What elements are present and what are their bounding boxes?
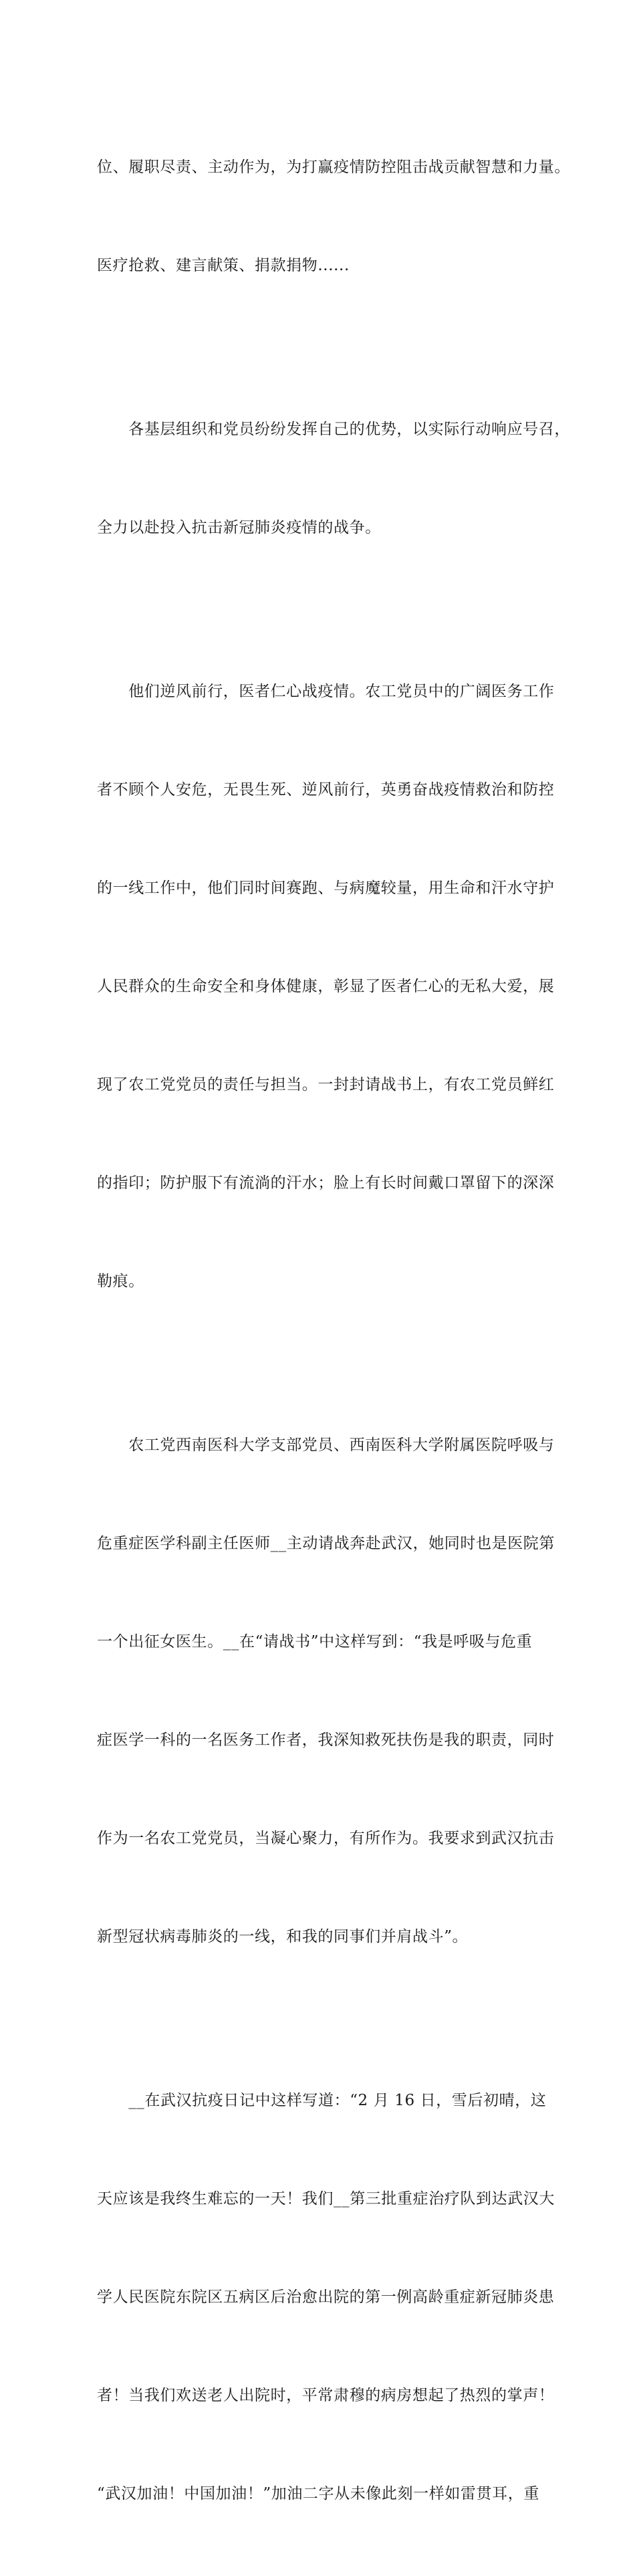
paragraph-volunteer-doctor [97, 1364, 565, 2019]
text-line: 者不顾个人安危，无畏生死、逆风前行，英勇奋战疫情救治和防控 [97, 781, 555, 798]
text-line: 农工党西南医科大学支部党员、西南医科大学附属医院呼吸与 [97, 1436, 555, 1454]
paragraph-medical-workers [97, 610, 565, 1364]
text-line: 症医学一科的一名医务工作者，我深知救死扶伤是我的职责，同时 [97, 1731, 555, 1749]
text-line: 的指印；防护服下有流淌的汗水；脸上有长时间戴口罩留下的深深 [97, 1174, 555, 1192]
text-line: 现了农工党党员的责任与担当。一封封请战书上，有农工党员鲜红 [97, 1076, 555, 1093]
text-line: 天应该是我终生难忘的一天！我们__第三批重症治疗队到达武汉大 [97, 2190, 555, 2208]
text-line: 作为一名农工党党员，当凝心聚力，有所作为。我要求到武汉抗击 [97, 1830, 555, 1847]
text-line: 一个出征女医生。__在“请战书”中这样写到：“我是呼吸与危重 [97, 1633, 533, 1650]
text-line: 者！当我们欢送老人出院时，平常肃穆的病房想起了热烈的掌声！ [97, 2387, 555, 2404]
text-line: 人民群众的生命安全和身体健康，彰显了医者仁心的无私大爱，展 [97, 978, 555, 995]
paragraph-grassroots-response [97, 348, 570, 610]
paragraph-diary-excerpt [97, 2019, 565, 2576]
text-line: 全力以赴投入抗击新冠肺炎疫情的战争。 [97, 519, 381, 536]
document-body [97, 86, 570, 2576]
text-line: 新型冠状病毒肺炎的一线，和我的同事们并肩战斗”。 [97, 1928, 469, 1945]
text-line: 他们逆风前行，医者仁心战疫情。农工党员中的广阔医务工作 [97, 683, 555, 700]
text-line: 勒痕。 [97, 1273, 144, 1290]
text-line: 各基层组织和党员纷纷发挥自己的优势，以实际行动响应号召， [97, 421, 570, 438]
text-line: 位、履职尽责、主动作为，为打赢疫情防控阻击战贡献智慧和力量。 [97, 158, 570, 176]
text-line: 的一线工作中，他们同时间赛跑、与病魔较量，用生命和汗水守护 [97, 879, 555, 897]
text-line: 学人民医院东院区五病区后治愈出院的第一例高龄重症新冠肺炎患 [97, 2288, 555, 2306]
text-line: __在武汉抗疫日记中这样写道：“2 月 16 日，雪后初晴，这 [97, 2092, 547, 2109]
text-line: 危重症医学科副主任医师__主动请战奔赴武汉，她同时也是医院第 [97, 1535, 555, 1552]
paragraph-contribution-summary [97, 86, 570, 348]
text-line: “武汉加油！中国加油！”加油二字从未像此刻一样如雷贯耳，重 [97, 2485, 539, 2502]
text-line: 医疗抢救、建言献策、捐款捐物...... [97, 257, 350, 274]
